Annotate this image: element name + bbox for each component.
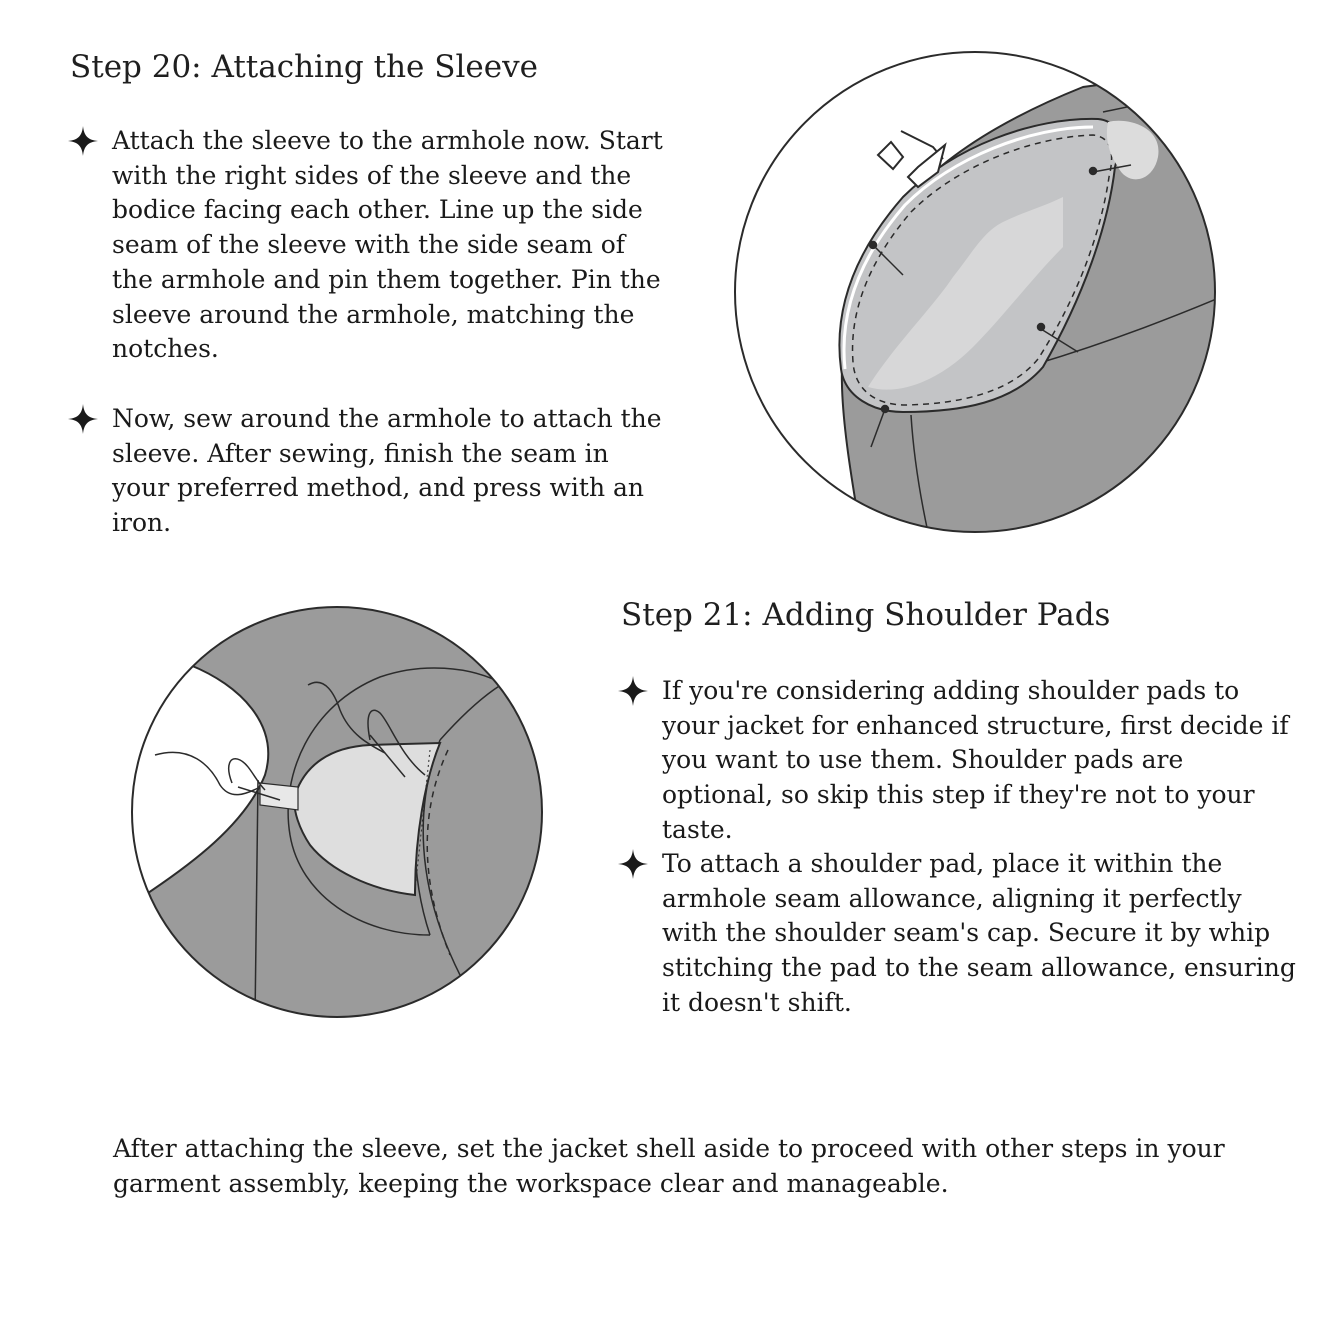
closing-paragraph: After attaching the sleeve, set the jacket shell aside to proceed with other steps in your garment assembly, keeping the workspace clear and manageable. — [113, 1134, 1225, 1198]
four-point-star-icon — [68, 126, 98, 156]
step-21-title: Step 21: Adding Shoulder Pads — [621, 597, 1111, 633]
four-point-star-icon — [618, 849, 648, 879]
step-20-bullet-1 — [68, 124, 668, 367]
shoulder-pad-illustration — [130, 605, 544, 1019]
step-21-bullet-2 — [618, 847, 1298, 1021]
four-point-star-icon — [618, 676, 648, 706]
step-21-bullet-1 — [618, 674, 1298, 848]
step-21-bullet-2-text: To attach a shoulder pad, place it within the armhole seam allowance, aligning it perfectly with the shoulder seam's cap. Secure it by whip stitching the pad to the seam allowance, ensuring it doesn't shift. — [662, 849, 1296, 1017]
step-21-bullet-1-text: If you're considering adding shoulder pads to your jacket for enhanced structure, first decide if you want to use them. Shoulder pads are optional, so skip this step if they're not to your taste. — [662, 676, 1289, 844]
step-20-title: Step 20: Attaching the Sleeve — [70, 49, 538, 85]
step-20-bullet-2-text: Now, sew around the armhole to attach the sleeve. After sewing, finish the seam in your preferred method, and press with an iron. — [112, 404, 662, 538]
step-20-bullet-2 — [68, 402, 668, 541]
sleeve-attachment-illustration — [733, 47, 1217, 537]
step-20-bullet-1-text: Attach the sleeve to the armhole now. Start with the right sides of the sleeve and the bodice facing each other. Line up the side seam of the sleeve with the side seam of the armhole and pin them together. Pin the sleeve around the armhole, matching the notches. — [112, 126, 663, 364]
four-point-star-icon — [68, 404, 98, 434]
